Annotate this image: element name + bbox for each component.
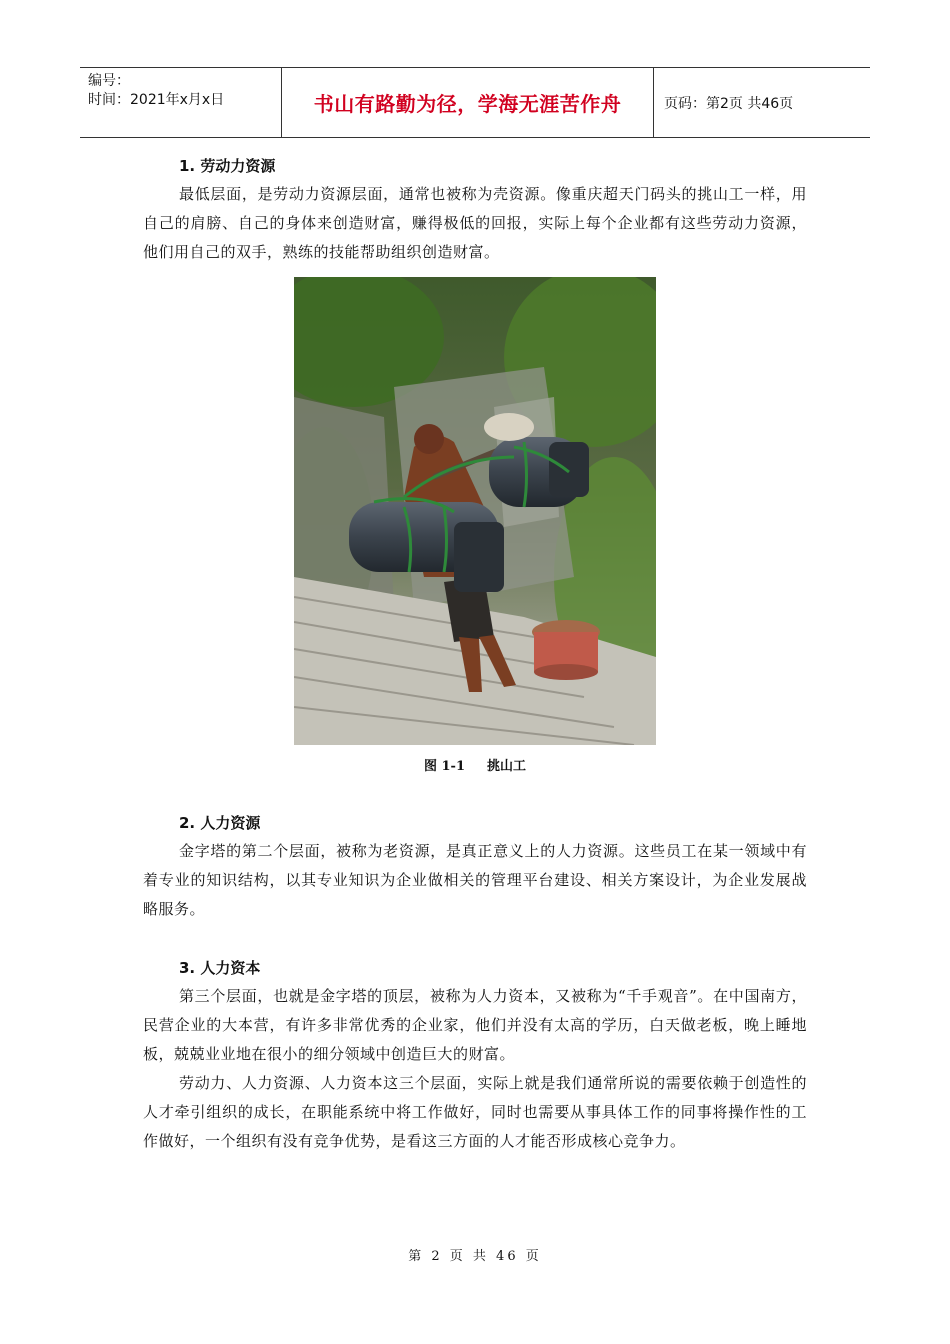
- section-heading-hr: 2. 人力资源: [179, 814, 261, 832]
- header-page-info: 页码：第2页 共46页: [664, 95, 794, 112]
- header-motto: 书山有路勤为径，学海无涯苦作舟: [313, 92, 622, 116]
- porter-photo: [294, 277, 656, 745]
- number-label: 编号：: [88, 73, 130, 89]
- header-motto-cell: [282, 68, 654, 137]
- section-heading-labor: 1. 劳动力资源: [179, 157, 276, 175]
- figure-caption: [143, 755, 807, 775]
- page-footer: 第 2 页 共 46 页: [408, 1249, 542, 1264]
- porter-illustration: [294, 277, 656, 745]
- page-header: [80, 67, 870, 138]
- paragraph-hr: 金字塔的第二个层面，被称为老资源，是真正意义上的人力资源。这些员工在某一领域中有着专业的知识结构，以其专业知识为企业做相关的管理平台建设、相关方案设计，为企业发展战略服务。: [143, 842, 807, 918]
- paragraph-labor: 最低层面，是劳动力资源层面，通常也被称为壳资源。像重庆超天门码头的挑山工一样，用自己的肩膀、自己的身体来创造财富，赚得极低的回报，实际上每个企业都有这些劳动力资源，他们用自己的双手，熟练的技能帮助组织创造财富。: [143, 185, 807, 261]
- time-label: 时间：2021年x月x日: [88, 92, 225, 108]
- header-meta: [80, 68, 282, 137]
- document-body: [143, 152, 807, 1156]
- figure-label: 图 1-1: [423, 759, 465, 774]
- paragraph-summary: 劳动力、人力资源、人力资本这三个层面，实际上就是我们通常所说的需要依赖于创造性的人才牵引组织的成长，在职能系统中将工作做好，同时也需要从事具体工作的同事将操作性的工作做好，一个组织有没有竞争优势，是看这三方面的人才能否形成核心竞争力。: [143, 1074, 807, 1150]
- section-heading-human-capital: 3. 人力资本: [179, 959, 261, 977]
- paragraph-human-capital: 第三个层面，也就是金字塔的顶层，被称为人力资本，又被称为“千手观音”。在中国南方，民营企业的大本营，有许多非常优秀的企业家，他们并没有太高的学历，白天做老板，晚上睡地板，兢兢业业地在很小的细分领域中创造巨大的财富。: [143, 987, 807, 1063]
- figure-title: 挑山工: [487, 759, 527, 774]
